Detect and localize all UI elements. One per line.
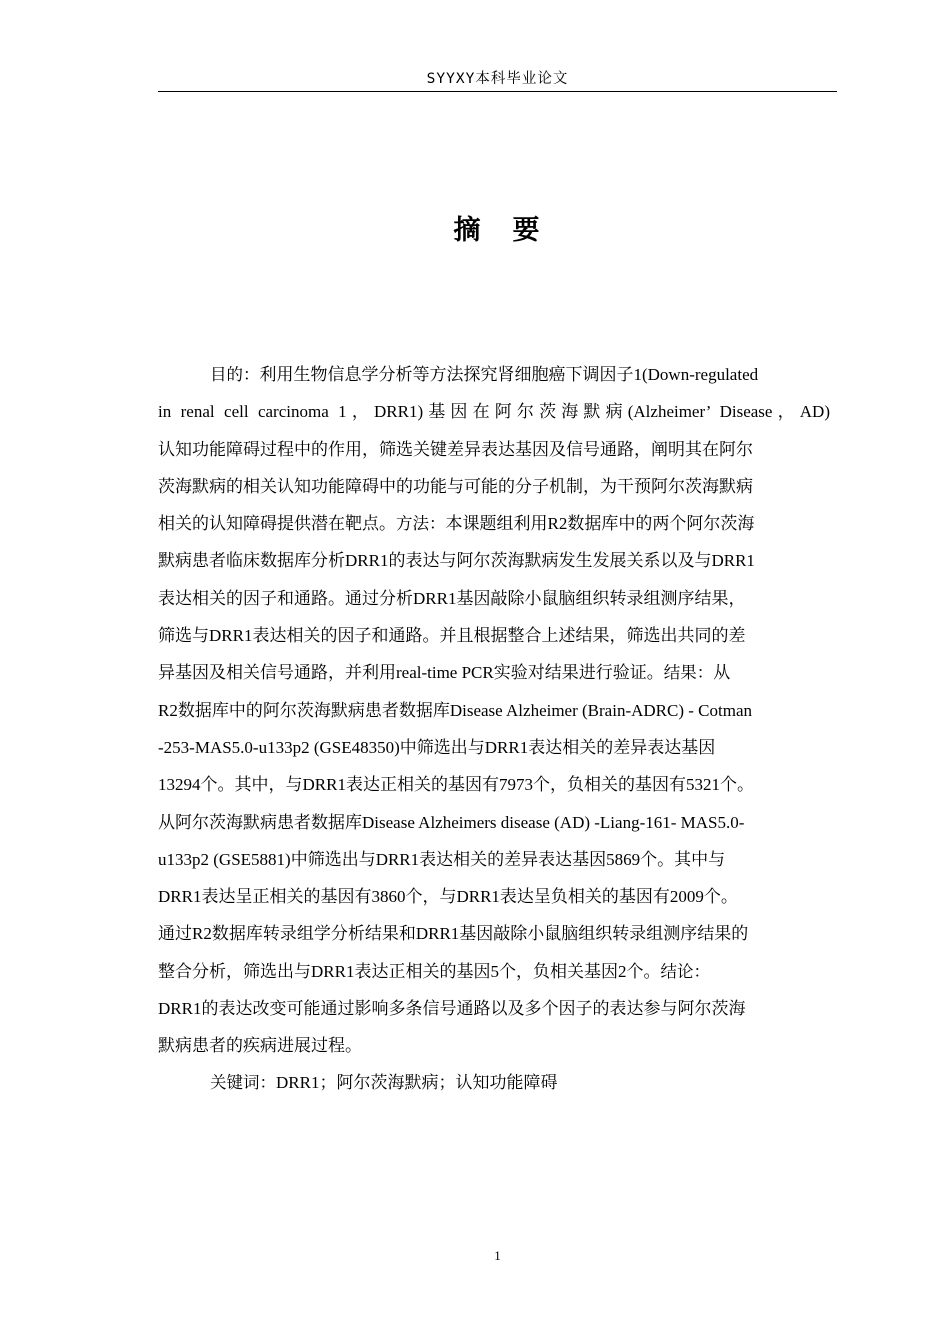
abstract-line [158, 356, 848, 393]
abstract-line-text: 利用生物信息学分析等方法探究肾细胞癌下调因子1(Down-regulated [259, 365, 759, 384]
page-number: 1 [494, 1248, 501, 1263]
abstract-line: 通过R2数据库转录组学分析结果和DRR1基因敲除小鼠脑组织转录组测序结果的 [158, 924, 749, 944]
abstract-line [158, 953, 848, 990]
abstract-line: R2数据库中的阿尔茨海默病患者数据库Disease Alzheimer (Brain-ADRC) - Cotman [158, 700, 752, 720]
abstract-line [158, 654, 848, 691]
page-header: SYYXY本科毕业论文 [426, 71, 569, 87]
abstract-line: DRR1的表达改变可能通过影响多条信号通路以及多个因子的表达参与阿尔茨海 [158, 999, 746, 1019]
abstract-line: -253-MAS5.0-u133p2 (GSE48350)中筛选出与DRR1表达相关的差异表达基因 [158, 737, 716, 757]
abstract-line: in renal cell carcinoma 1，DRR1)基因在阿尔茨海默病(Alzheimer’ Disease，AD) [158, 402, 830, 422]
method-label: 方法： [396, 514, 446, 534]
header-rule [158, 91, 837, 92]
abstract-line: 茨海默病的相关认知功能障碍中的功能与可能的分子机制，为干预阿尔茨海默病 [158, 476, 753, 496]
abstract-line: 表达相关的因子和通路。通过分析DRR1基因敲除小鼠脑组织转录组测序结果， [158, 588, 746, 608]
abstract-title [158, 208, 837, 254]
keywords-text: DRR1；阿尔茨海默病；认知功能障碍 [276, 1073, 558, 1092]
abstract-line: 默病患者临床数据库分析DRR1的表达与阿尔茨海默病发生发展关系以及与DRR1 [158, 551, 755, 571]
abstract-line-text: 整合分析，筛选出与DRR1表达正相关的基因5个，负相关基因2个。 [158, 961, 661, 981]
abstract-line: DRR1表达呈正相关的基因有3860个，与DRR1表达呈负相关的基因有2009个。 [158, 887, 738, 907]
abstract-line [158, 505, 848, 542]
result-label: 结果： [663, 663, 714, 683]
abstract-body [158, 356, 848, 1065]
abstract-line-text: 相关的认知障碍提供潜在靶点。 [158, 514, 396, 534]
abstract-line-text: 异基因及相关信号通路，并利用real-time PCR实验对结果进行验证。 [158, 663, 664, 683]
abstract-line: 认知功能障碍过程中的作用，筛选关键差异表达基因及信号通路，阐明其在阿尔 [158, 439, 753, 459]
conclusion-label: 结论： [660, 961, 710, 981]
abstract-line: 筛选与DRR1表达相关的因子和通路。并且根据整合上述结果，筛选出共同的差 [158, 626, 746, 646]
abstract-line-text: 本课题组利用R2数据库中的两个阿尔茨海 [445, 514, 755, 534]
title-char-2: 要 [512, 215, 542, 246]
abstract-line-text: 从 [713, 663, 731, 683]
keywords [210, 1064, 557, 1101]
abstract-line: 从阿尔茨海默病患者数据库Disease Alzheimers disease (AD) -Liang-161- MAS5.0- [158, 812, 745, 832]
abstract-line: u133p2 (GSE5881)中筛选出与DRR1表达相关的差异表达基因5869个。其中与 [158, 849, 726, 869]
keywords-label: 关键词： [210, 1073, 276, 1092]
title-char-1: 摘 [453, 215, 483, 246]
abstract-line: 默病患者的疾病进展过程。 [158, 1036, 362, 1056]
abstract-line: 13294个。其中，与DRR1表达正相关的基因有7973个，负相关的基因有5321个。 [158, 775, 754, 795]
purpose-label: 目的： [210, 365, 260, 384]
